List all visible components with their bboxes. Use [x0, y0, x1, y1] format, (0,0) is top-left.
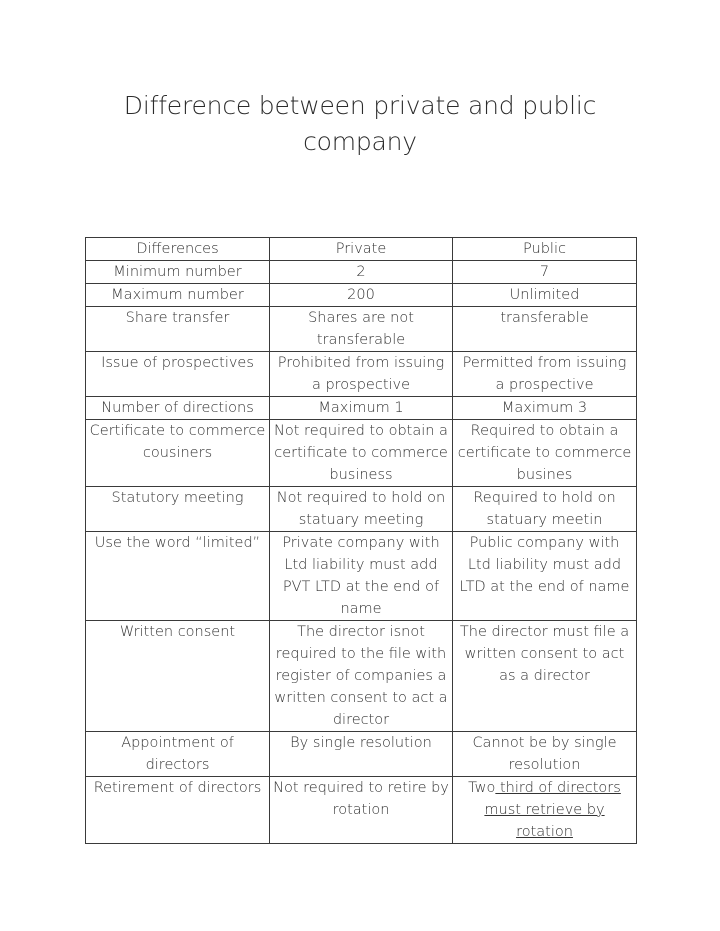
private-cell: 200 [270, 284, 453, 307]
public-cell: Permitted from issuing a prospective [453, 352, 637, 397]
row-label: Minimum number [86, 261, 270, 284]
public-cell: Required to hold on statuary meetin [453, 487, 637, 532]
private-cell: Maximum 1 [270, 397, 453, 420]
row-label: Statutory meeting [86, 487, 270, 532]
row-label: Number of directions [86, 397, 270, 420]
private-cell: Not required to retire by rotation [270, 777, 453, 844]
table-row [86, 420, 637, 487]
table-row [86, 261, 637, 284]
private-cell: Prohibited from issuing a prospective [270, 352, 453, 397]
row-label: Share transfer [86, 307, 270, 352]
row-label: Appointment of directors [86, 732, 270, 777]
private-cell: Private company with Ltd liability must add PVT LTD at the end of name [270, 532, 453, 621]
table-row [86, 621, 637, 732]
row-label: Certificate to commerce cousiners [86, 420, 270, 487]
page-title [0, 88, 720, 160]
public-cell: transferable [453, 307, 637, 352]
table-row [86, 352, 637, 397]
header-differences: Differences [86, 238, 270, 261]
private-cell: Not required to hold on statuary meeting [270, 487, 453, 532]
row-label: Use the word “limited” [86, 532, 270, 621]
private-cell: 2 [270, 261, 453, 284]
private-cell: Shares are not transferable [270, 307, 453, 352]
private-cell: Not required to obtain a certificate to commerce business [270, 420, 453, 487]
table-row [86, 307, 637, 352]
public-cell: Unlimited [453, 284, 637, 307]
public-cell: Cannot be by single resolution [453, 732, 637, 777]
public-cell: The director must file a written consent to act as a director [453, 621, 637, 732]
public-cell-underlined: third of directors must retrieve by rotation [484, 780, 621, 840]
table-row [86, 397, 637, 420]
row-label: Issue of prospectives [86, 352, 270, 397]
public-cell: 7 [453, 261, 637, 284]
table-row [86, 284, 637, 307]
public-cell: Maximum 3 [453, 397, 637, 420]
title-line-2: company [303, 127, 417, 156]
row-label: Written consent [86, 621, 270, 732]
public-cell [453, 777, 637, 844]
table-row [86, 487, 637, 532]
row-label: Maximum number [86, 284, 270, 307]
public-cell: Required to obtain a certificate to commerce busines [453, 420, 637, 487]
table-row [86, 777, 637, 844]
title-line-1: Difference between private and public [123, 91, 597, 120]
table-row [86, 732, 637, 777]
comparison-table [85, 237, 637, 844]
header-public: Public [453, 238, 637, 261]
row-label: Retirement of directors [86, 777, 270, 844]
header-private: Private [270, 238, 453, 261]
table-header-row [86, 238, 637, 261]
table-row [86, 532, 637, 621]
private-cell: By single resolution [270, 732, 453, 777]
public-cell-prefix: Two [468, 780, 496, 796]
public-cell: Public company with Ltd liability must add LTD at the end of name [453, 532, 637, 621]
private-cell: The director isnot required to the file with register of companies a written consent to act a director [270, 621, 453, 732]
